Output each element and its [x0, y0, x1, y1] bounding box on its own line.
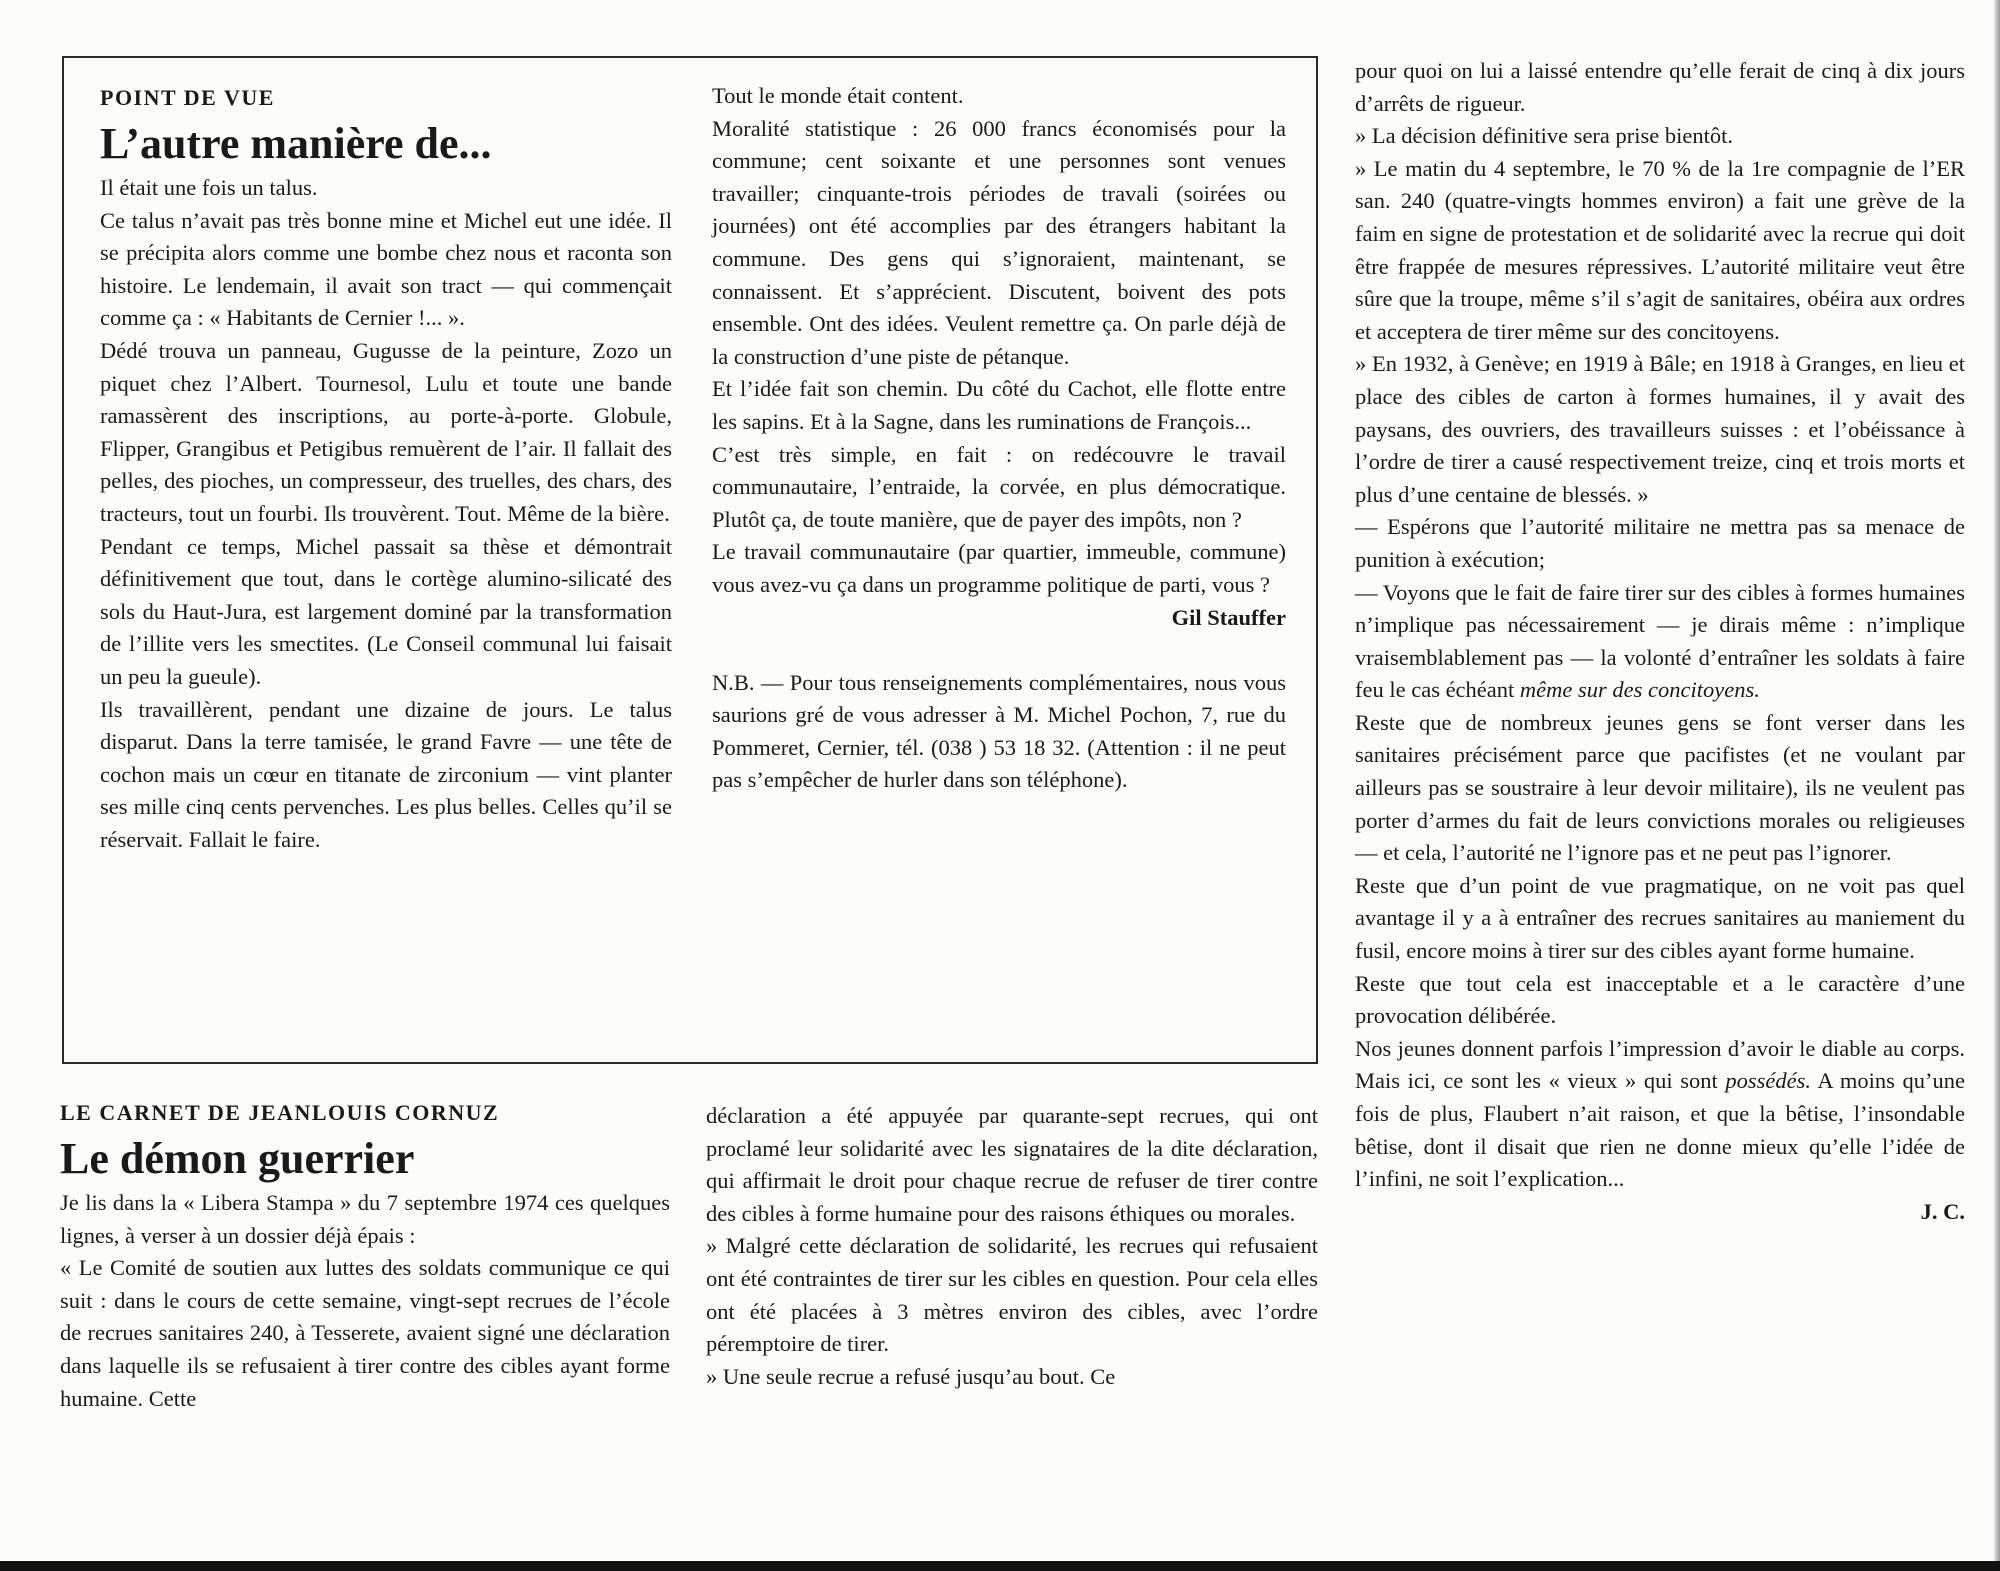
nota-bene: N.B. — Pour tous renseignements complémentaires, nous vous saurions gré de vous adresser à M. Michel Pochon, 7, rue du Pommeret, Cernier, tél. (038 ) 53 18 32. (Attention : il ne peut pas s’empêcher de hurler dans son téléphone). — [712, 669, 1286, 793]
carnet-column-2 — [706, 1100, 1318, 1393]
carnet-column-3 — [1355, 55, 1965, 1228]
paragraph: Pendant ce temps, Michel passait sa thèse et démontrait définitivement que tout, dans le cortège alumino-silicaté des sols du Haut-Jura, est largement dominé par la transformation de l’illite vers les smectites. (Le Conseil communal lui faisait un peu la gueule). — [100, 533, 672, 689]
paragraph: Ce talus n’avait pas très bonne mine et Michel eut une idée. Il se précipita alors comme une bombe chez nous et raconta son histoire. Le lendemain, il avait son tract — qui commençait comme ça : « Habitants de Cernier !... ». — [100, 207, 672, 331]
author-signature: J. C. — [1920, 1198, 1965, 1224]
paragraph: Dédé trouva un panneau, Gugusse de la peinture, Zozo un piquet chez l’Albert. Tournesol, Lulu et toute une bande ramassèrent des inscriptions, au porte-à-porte. Globule, Flipper, Grangibus et Petigibus remuèrent de l’air. Il fallait des pelles, des pioches, un compresseur, des truelles, des chars, des tracteurs, tout un fourbi. Ils trouvèrent. Tout. Même de la bière. — [100, 337, 672, 526]
text-run: — Voyons que le fait de faire tirer sur des cibles à formes humaines n’implique pas nécessairement — je dirais même : n’implique vraisemblablement pas — la volonté d’entraîner les soldats à faire feu le cas échéant — [1355, 579, 1965, 703]
scan-edge-right — [1994, 0, 2000, 1571]
point-de-vue-headline: L’autre manière de... — [100, 119, 492, 168]
paragraph: Ils travaillèrent, pendant une dizaine de jours. Le talus disparut. Dans la terre tamisée, le grand Favre — une tête de cochon mais un cœur en titanate de zirconium — vint planter ses mille cinq cents pervenches. Les plus belles. Celles qu’il se réservait. Fallait le faire. — [100, 696, 672, 852]
scan-edge-bottom — [0, 1561, 2000, 1571]
paragraph: Tout le monde était content. — [712, 83, 964, 108]
text-run: Nos jeunes donnent parfois l’impression d’avoir le diable au corps. Mais ici, ce sont les « vieux » qui sont — [1355, 1035, 1965, 1094]
paragraph: Reste que tout cela est inacceptable et a le caractère d’une provocation délibérée. — [1355, 970, 1965, 1029]
paragraph: Reste que de nombreux jeunes gens se font verser dans les sanitaires précisément parce que pacifistes (et ne voulant par ailleurs pas se soustraire à leur devoir militaire), ils ne veulent pas porter d’armes du fait de leurs convictions morales ou religieuses — et cela, l’autorité ne l’ignore pas et ne peut pas l’ignorer. — [1355, 709, 1965, 866]
italic-text: possédés. — [1725, 1068, 1811, 1094]
paragraph: Moralité statistique : 26 000 francs économisés pour la commune; cent soixante et une personnes sont venues travailler; cinquante-trois périodes de travali (soirées ou journées) ont été accomplies par des étrangers habitant la commune. Des gens qui s’ignoraient, maintenant, se connaissent. Et s’apprécient. Discutent, boivent des pots ensemble. Ont des idées. Veulent remettre ça. On parle déjà de la construction d’une piste de pétanque. — [712, 115, 1286, 369]
paragraph: » En 1932, à Genève; en 1919 à Bâle; en 1918 à Granges, en lieu et place des cibles de carton à formes humaines, il y avait des paysans, des ouvriers, des travailleurs suisses : et l’obéissance à l’ordre de tirer a causé respectivement treize, cinq et trois morts et plus d’une centaine de blessés. » — [1355, 351, 1965, 507]
carnet-kicker: LE CARNET DE JEANLOUIS CORNUZ — [60, 1100, 500, 1125]
point-de-vue-kicker: POINT DE VUE — [100, 85, 275, 110]
paragraph: « Le Comité de soutien aux luttes des soldats communique ce qui suit : dans le cours de cette semaine, vingt-sept recrues de l’école de recrues sanitaires 240, à Tesserete, avaient signé une déclaration dans laquelle ils se refusaient à tirer contre des cibles ayant forme humaine. Cette — [60, 1255, 670, 1411]
paragraph: déclaration a été appuyée par quarante-sept recrues, qui ont proclamé leur solidarité avec les signataires de la dite déclaration, qui affirmait le droit pour chaque recrue de refuser de tirer contre des cibles à forme humaine pour des raisons éthiques ou morales. — [706, 1103, 1318, 1226]
paragraph: Le travail communautaire (par quartier, immeuble, commune) vous avez-vu ça dans un programme politique de parti, vous ? — [712, 539, 1286, 597]
carnet-headline: Le démon guerrier — [60, 1134, 415, 1183]
paragraph: C’est très simple, en fait : on redécouvre le travail communautaire, l’entraide, la corvée, en plus démocratique. Plutôt ça, de toute manière, que de payer des impôts, non ? — [712, 441, 1286, 532]
paragraph: — Espérons que l’autorité militaire ne mettra pas sa menace de punition à exécution; — [1355, 514, 1965, 572]
paragraph — [1355, 1033, 1965, 1196]
italic-text: même sur des concitoyens. — [1519, 677, 1760, 703]
text-run: A moins qu’une fois de plus, Flaubert n’ait raison, et que la bêtise, l’insondable bêtise, dont il disait que rien ne donne mieux qu’elle l’idée de l’infini, ne soit l’explication... — [1355, 1068, 1966, 1192]
paragraph: pour quoi on lui a laissé entendre qu’elle ferait de cinq à dix jours d’arrêts de rigueur. — [1355, 58, 1965, 116]
paragraph: Je lis dans la « Libera Stampa » du 7 septembre 1974 ces quelques lignes, à verser à un dossier déjà épais : — [60, 1190, 670, 1248]
paragraph: » Une seule recrue a refusé jusqu’au bout. Ce — [706, 1363, 1116, 1389]
carnet-column-1 — [60, 1095, 670, 1415]
paragraph: » Malgré cette déclaration de solidarité, les recrues qui refusaient ont été contraintes de tirer sur les cibles en question. Pour cela elles ont été placées à 3 mètres environ des cibles, avec l’ordre péremptoire de tirer. — [706, 1233, 1318, 1357]
point-de-vue-column-2 — [712, 80, 1286, 797]
paragraph: Et l’idée fait son chemin. Du côté du Cachot, elle flotte entre les sapins. Et à la Sagne, dans les ruminations de François... — [712, 376, 1286, 434]
point-de-vue-column-1 — [100, 80, 672, 856]
paragraph: » La décision définitive sera prise bientôt. — [1355, 123, 1734, 149]
paragraph: Il était une fois un talus. — [100, 175, 318, 200]
author-signature: Gil Stauffer — [1171, 604, 1286, 630]
paragraph — [1355, 577, 1965, 707]
paragraph: Reste que d’un point de vue pragmatique, on ne voit pas quel avantage il y a à entraîner des recrues sanitaires au maniement du fusil, encore moins à tirer sur des cibles ayant forme humaine. — [1355, 872, 1965, 964]
paragraph: » Le matin du 4 septembre, le 70 % de la 1re compagnie de l’ER san. 240 (quatre-vingts hommes environ) a fait une grève de la faim en signe de protestation et de solidarité avec la recrue qui doit être frappée de mesures répressives. L’autorité militaire veut être sûre que la troupe, même s’il s’agit de sanitaires, obéira aux ordres et acceptera de tirer même sur des concitoyens. — [1355, 155, 1965, 344]
